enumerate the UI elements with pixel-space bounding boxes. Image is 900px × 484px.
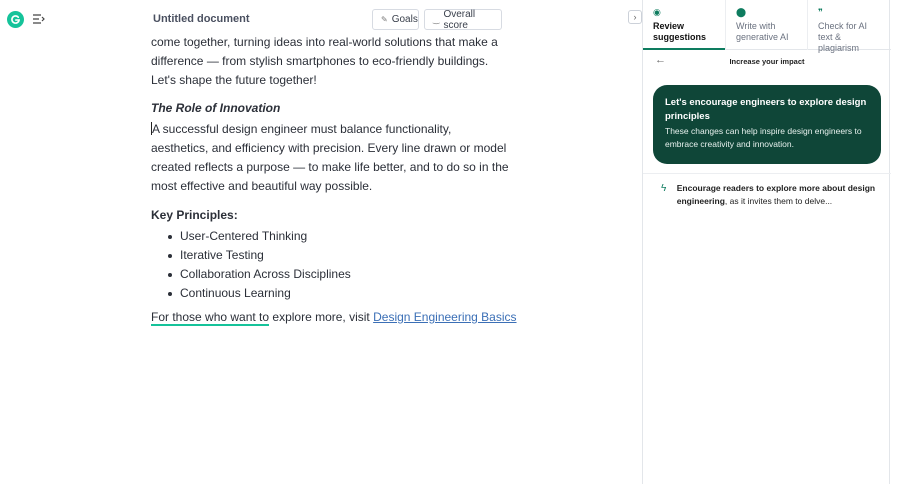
tab-review-suggestions[interactable] (643, 0, 725, 50)
grammarly-logo-icon[interactable] (7, 11, 24, 28)
suggestion-bold: Encourage readers to explore more about design engineering (676, 183, 876, 206)
panel-subheader (643, 54, 891, 70)
lightning-icon: ϟ (661, 183, 667, 194)
goals-icon: ✎ (381, 15, 388, 24)
tab-ai-plagiarism[interactable] (807, 0, 889, 53)
suggestion-item[interactable] (661, 182, 881, 208)
tab-label: Check for AI text & plagiarism (818, 21, 868, 53)
suggestion-text (677, 182, 881, 208)
paragraph-intro: come together, turning ideas into real-world solutions that make a difference — from stylish smartphones to eco-friendly buildings. Let's shape the future together! (151, 35, 498, 87)
quote-icon: ❞ (818, 7, 823, 17)
section-heading: The Role of Innovation (151, 101, 281, 115)
closing-text: explore more, visit (269, 310, 374, 324)
card-body: These changes can help inspire design engineers to embrace creativity and innovation. (665, 126, 862, 149)
tab-label: Review suggestions (653, 21, 707, 42)
list-item: User-Centered Thinking (167, 227, 351, 246)
chevron-right-icon: › (633, 12, 637, 22)
collapse-panel-button[interactable] (628, 10, 642, 24)
list-item: Continuous Learning (167, 284, 351, 303)
principles-list (167, 227, 351, 303)
overall-score-button[interactable] (424, 9, 502, 30)
tab-generative-ai[interactable] (725, 0, 807, 50)
closing-line (151, 308, 517, 327)
divider (643, 173, 891, 174)
paragraph-body-text: A successful design engineer must balance functionality, aesthetics, and efficiency with precision. Every line drawn or model created reflects a purpose — to make life better, and to do so in the most effective and beautiful way possible. (151, 122, 509, 193)
goals-label: Goals (391, 14, 418, 25)
list-item: Iterative Testing (167, 246, 351, 265)
suggestion-rest: , as it invites them to delve... (724, 196, 833, 206)
tab-label: Write with generative AI (736, 21, 789, 42)
back-arrow-icon[interactable]: ← (655, 54, 666, 66)
list-item: Collaboration Across Disciplines (167, 265, 351, 284)
panel-tabs (643, 0, 891, 53)
grammarly-icon: ◉ (653, 7, 661, 17)
card-title: Let's encourage engineers to explore design principles (665, 97, 867, 122)
impact-card[interactable] (653, 85, 881, 164)
goals-button[interactable] (372, 9, 419, 30)
assistant-panel (642, 0, 890, 484)
score-icon: ‿ (433, 15, 440, 24)
score-label: Overall score (443, 8, 476, 31)
pin-icon: ⬤ (736, 7, 747, 17)
paragraph-body (151, 120, 511, 196)
panel-subtitle: Increase your impact (729, 57, 805, 66)
key-principles-heading: Key Principles: (151, 208, 238, 222)
menu-icon[interactable] (28, 9, 48, 29)
flagged-text[interactable]: For those who want to (151, 310, 270, 324)
document-title[interactable]: Untitled document (153, 13, 250, 25)
design-engineering-link[interactable]: Design Engineering Basics (373, 310, 517, 324)
